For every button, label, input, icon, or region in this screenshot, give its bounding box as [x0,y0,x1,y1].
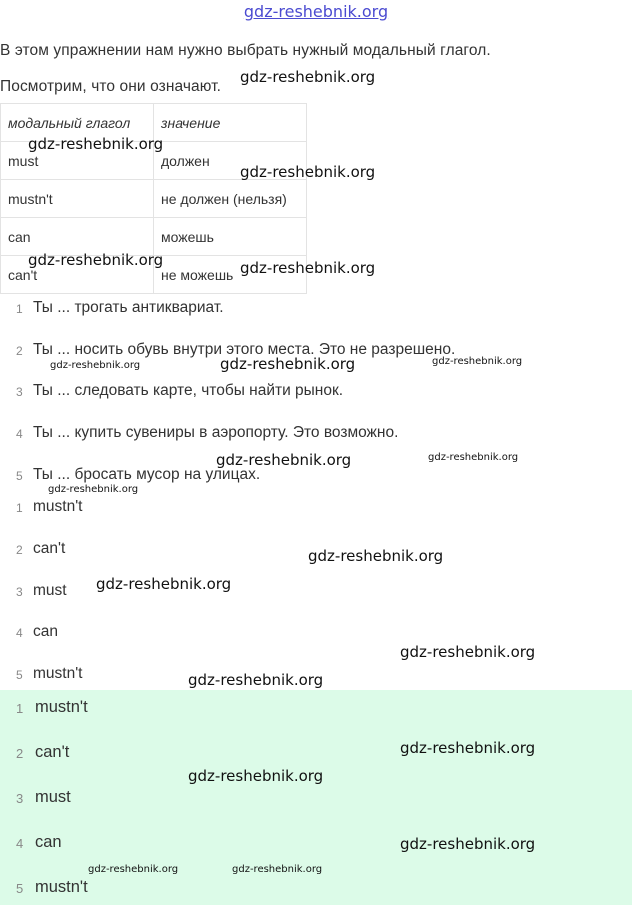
table-cell-verb: must [1,142,154,180]
answer-text: mustn't [33,665,83,682]
table-cell-meaning: можешь [154,218,307,256]
answer-text: mustn't [33,498,83,515]
intro-line-2: Посмотрим, что они означают. [0,78,222,95]
final-answer-number: 3 [16,791,24,806]
table-header-meaning: значение [154,104,307,142]
final-answer-text: mustn't [35,698,88,716]
watermark: gdz-reshebnik.org [188,671,324,689]
answer-number: 5 [16,668,23,682]
table-cell-meaning: должен [154,142,307,180]
watermark: gdz-reshebnik.org [220,355,356,373]
table-row [1,218,307,256]
watermark: gdz-reshebnik.org [216,451,352,469]
final-answer-text: can't [35,743,70,761]
watermark: gdz-reshebnik.org [240,259,376,277]
table-cell-verb: mustn't [1,180,154,218]
question-text: Ты ... трогать антиквариат. [33,299,224,316]
question-number: 3 [16,385,23,399]
table-cell-meaning: не можешь [154,256,307,294]
question-text: Ты ... следовать карте, чтобы найти рынок. [33,382,344,399]
answer-text: can [33,623,58,640]
watermark: gdz-reshebnik.org [48,484,139,495]
question-text: Ты ... бросать мусор на улицах. [33,466,261,483]
watermark: gdz-reshebnik.org [428,452,519,463]
watermark: gdz-reshebnik.org [400,739,536,757]
watermark: gdz-reshebnik.org [400,835,536,853]
table-cell-meaning: не должен (нельзя) [154,180,307,218]
answer-number: 1 [16,501,23,515]
question-number: 4 [16,427,23,441]
site-title-link[interactable]: gdz-reshebnik.org [243,2,389,21]
question-number: 1 [16,302,23,316]
watermark: gdz-reshebnik.org [240,68,376,86]
watermark: gdz-reshebnik.org [232,864,323,875]
final-answer-number: 1 [16,701,24,716]
watermark: gdz-reshebnik.org [188,767,324,785]
watermark: gdz-reshebnik.org [96,575,232,593]
intro-line-1: В этом упражнении нам нужно выбрать нужный модальный глагол. [0,42,491,59]
question-text: Ты ... купить сувениры в аэропорту. Это возможно. [33,424,399,441]
final-answer-number: 5 [16,881,24,896]
watermark: gdz-reshebnik.org [432,356,523,367]
watermark: gdz-reshebnik.org [308,547,444,565]
final-answer-text: mustn't [35,878,88,896]
question-number: 2 [16,344,23,358]
watermark: gdz-reshebnik.org [88,864,179,875]
final-answer-number: 4 [16,836,24,851]
answer-text: must [33,582,67,599]
final-answer-text: must [35,788,71,806]
table-header-verb: модальный глагол [1,104,154,142]
watermark: gdz-reshebnik.org [400,643,536,661]
question-text: Ты ... носить обувь внутри этого места. Это не разрешено. [33,341,456,358]
final-answer-text: can [35,833,62,851]
table-cell-verb: can [1,218,154,256]
table-row [1,180,307,218]
watermark: gdz-reshebnik.org [28,251,164,269]
question-number: 5 [16,469,23,483]
answer-number: 2 [16,543,23,557]
watermark: gdz-reshebnik.org [50,360,141,371]
answer-number: 4 [16,626,23,640]
final-answer-number: 2 [16,746,24,761]
answer-number: 3 [16,585,23,599]
watermark: gdz-reshebnik.org [28,135,164,153]
table-cell-verb: can't [1,256,154,294]
answer-text: can't [33,540,66,557]
watermark: gdz-reshebnik.org [240,163,376,181]
